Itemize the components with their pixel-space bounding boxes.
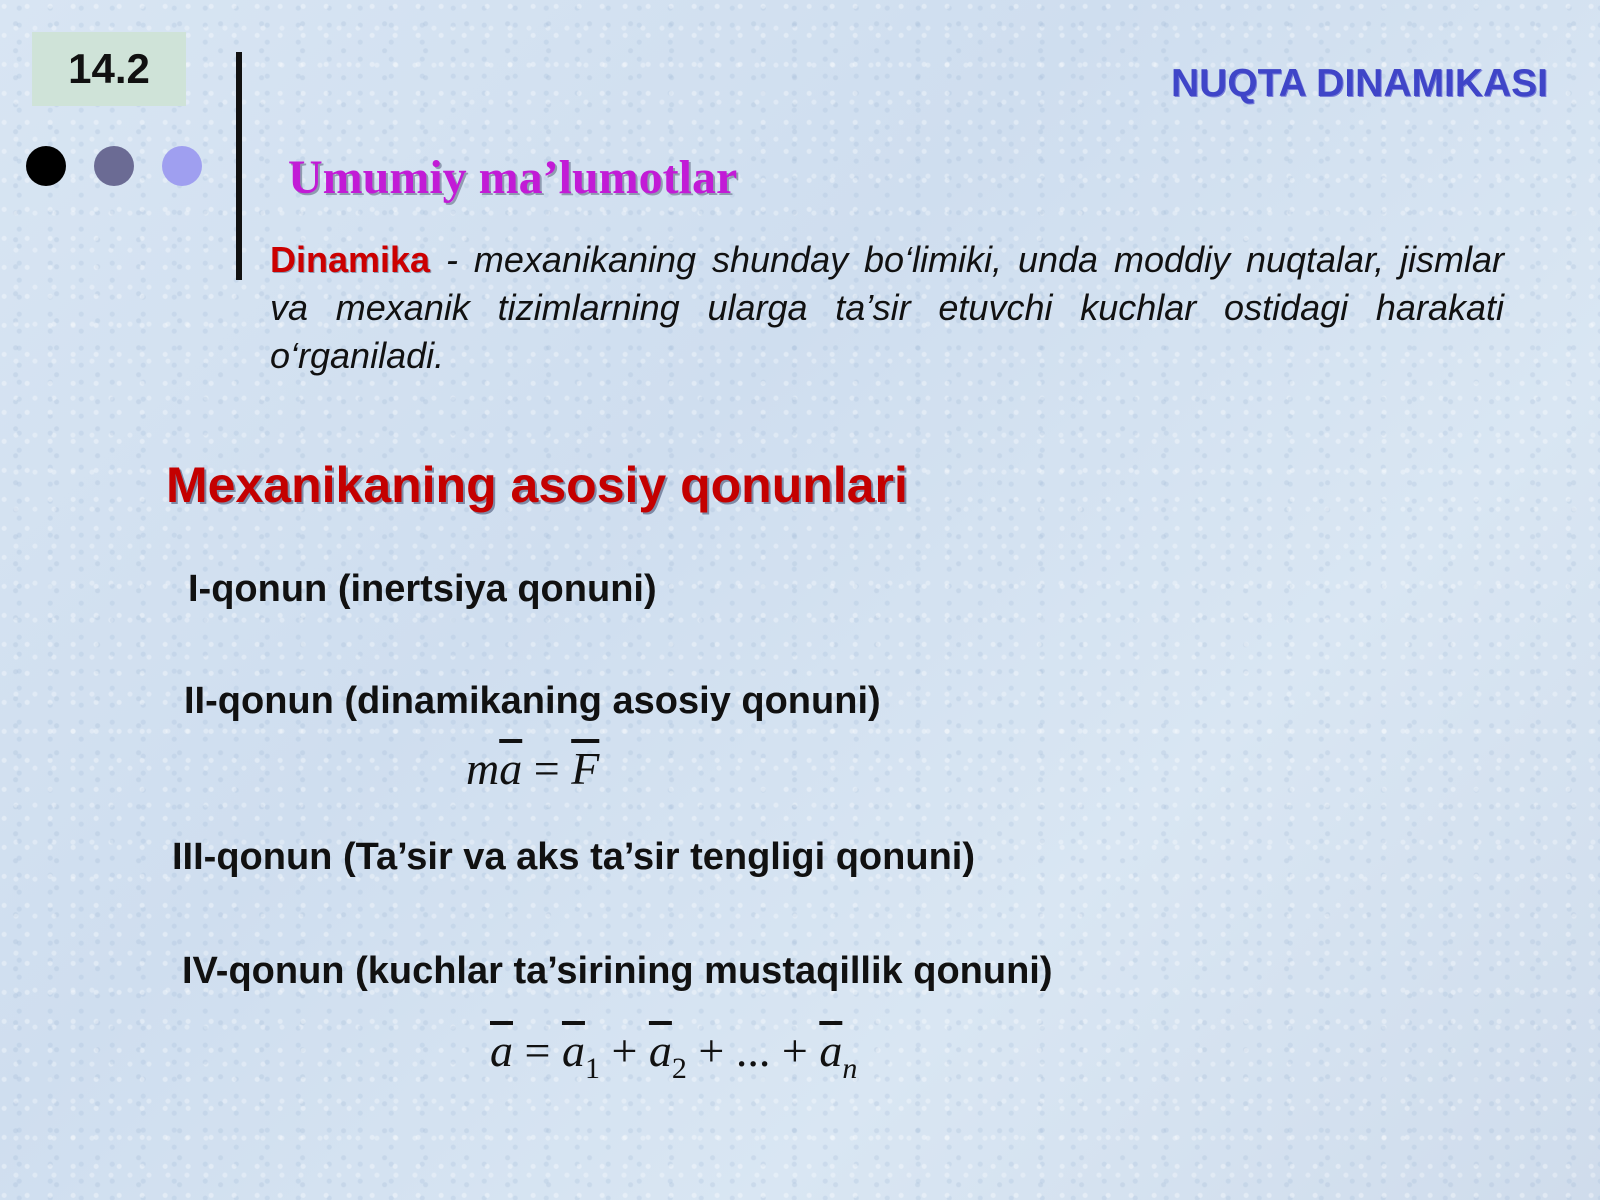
formula-equals: = — [513, 1025, 562, 1076]
formula-accel-vector: $\overline{a}$ — [499, 743, 523, 794]
formula-plus: + — [599, 1025, 649, 1076]
formula-subscript-2: 2 — [671, 1052, 687, 1085]
formula-accel-1: $\overline{a}$ — [561, 1025, 585, 1076]
slide-number: 14.2 — [32, 32, 186, 106]
formula-subscript-n: n — [842, 1052, 858, 1085]
formula-mass: m — [466, 743, 500, 794]
definition-text: - mexanikaning shunday bo‘limiki, unda moddiy nuqtalar, jismlar va mexanik tizimlarning ularga ta’sir etuvchi kuchlar ostidagi harakati o‘rganiladi. — [270, 239, 1504, 376]
laws-heading: Mexanikaning asosiy qonunlari — [166, 457, 908, 513]
formula-force-vector: $\overline{F}$ — [571, 743, 600, 794]
bullet-dot-black — [26, 146, 66, 186]
formula-total-accel: $\overline{a}$ — [490, 1025, 513, 1076]
subtitle: Umumiy ma’lumotlar — [288, 151, 738, 204]
definition-term: Dinamika — [270, 239, 431, 280]
formula-ellipsis: ... — [735, 1025, 771, 1076]
section-title: NUQTA DINAMIKASI — [1171, 62, 1548, 105]
law-1: I-qonun (inertsiya qonuni) — [188, 568, 657, 610]
formula-superposition — [490, 1024, 858, 1085]
law-4: IV-qonun (kuchlar ta’sirining mustaqillik qonuni) — [182, 950, 1053, 992]
bullet-dot-lavender — [162, 146, 202, 186]
formula-plus: + — [686, 1025, 736, 1076]
bullet-dot-gray — [94, 146, 134, 186]
law-3: III-qonun (Ta’sir va aks ta’sir tengligi qonuni) — [172, 836, 975, 878]
formula-plus: + — [770, 1025, 820, 1076]
formula-equals: = — [522, 743, 572, 794]
vertical-divider — [236, 52, 242, 280]
definition-paragraph — [270, 236, 1504, 380]
formula-accel-n: $\overline{a}$ — [819, 1025, 843, 1076]
formula-newton-second-law — [466, 742, 599, 795]
formula-subscript-1: 1 — [584, 1052, 600, 1085]
formula-accel-2: $\overline{a}$ — [648, 1025, 672, 1076]
law-2: II-qonun (dinamikaning asosiy qonuni) — [184, 680, 881, 722]
